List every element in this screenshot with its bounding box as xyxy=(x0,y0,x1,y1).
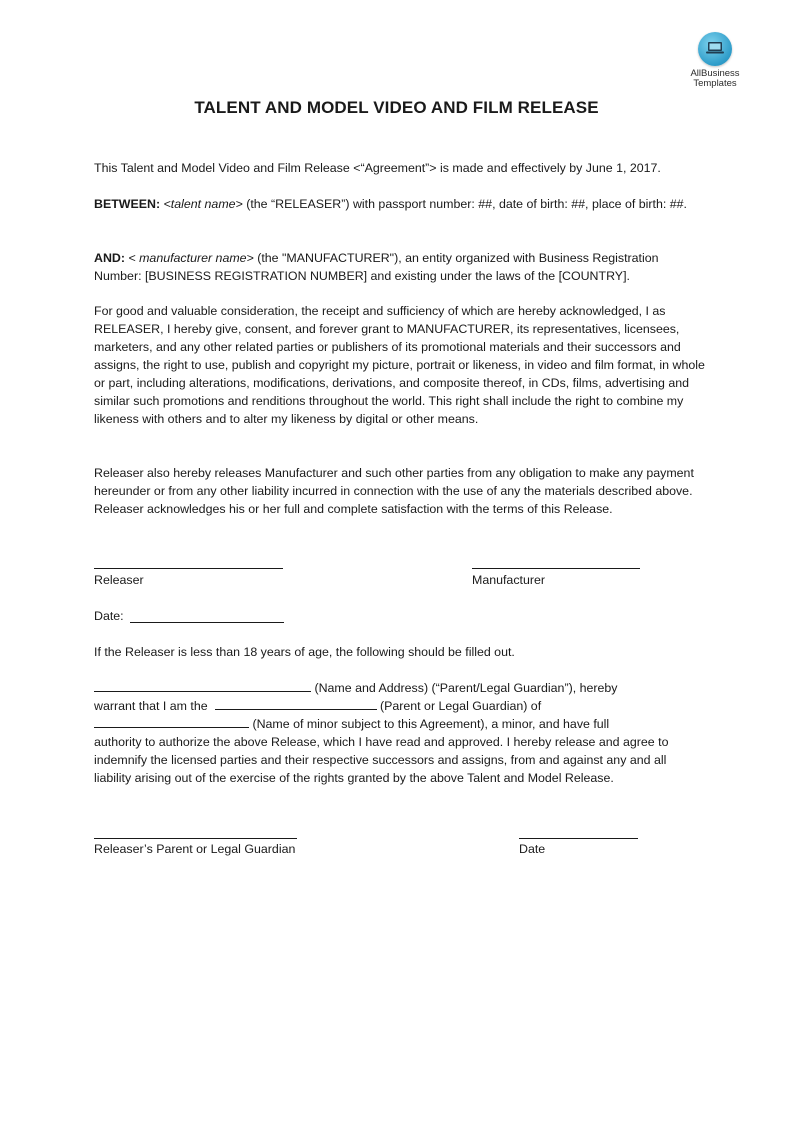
date-line[interactable] xyxy=(130,622,284,623)
between-paragraph: BETWEEN: <talent name> (the “RELEASER”) with passport number: ##, date of birth: ##, place of birth: ##. xyxy=(94,197,687,211)
document-title: TALENT AND MODEL VIDEO AND FILM RELEASE xyxy=(194,98,599,117)
consideration-paragraph: For good and valuable consideration, the receipt and sufficiency of which are hereby acknowledged, I as RELEASER, I hereby give, consent, and forever grant to MANUFACTURER, its representatives, licensees, marketers, and any other related parties or publishers of its promotional materials and their successors and assigns, the right to use, publish and copyright my picture, portrait or likeness, in video and film format, in whole or part, including alterations, modifications, derivations, and composite thereof, in CDs, films, advertising and similar such promotions and renditions throughout the world. This right shall include the right to combine my likeness with others and to alter my likeness by digital or other means. xyxy=(94,304,705,426)
intro-paragraph: This Talent and Model Video and Film Release <“Agreement”> is made and effectively by June 1, 2017. xyxy=(94,161,661,175)
guardian-name-line[interactable] xyxy=(94,679,311,692)
and-paragraph: AND: < manufacturer name> (the "MANUFACTURER"), an entity organized with Business Registration Number: [BUSINESS REGISTRATION NUMBER] and existing under the laws of the [COUNTRY]. xyxy=(94,251,659,283)
guardian-date-line[interactable] xyxy=(519,838,638,839)
guardian-signature-label: Releaser’s Parent or Legal Guardian xyxy=(94,842,296,856)
minor-name-line[interactable] xyxy=(94,715,249,728)
logo-text: AllBusiness Templates xyxy=(690,68,740,89)
guardian-date-label: Date xyxy=(519,842,546,856)
guardian-paragraph: (Name and Address) (“Parent/Legal Guardian”), hereby warrant that I am the (Parent or Legal Guardian) of (Name of minor subject to this Agreement), a minor, and have full authority to authorize the above Release, which I have read and approved. I hereby release and agree to indemnify the licensed parties and their respective successors and assigns, from and against any and all liability arising out of the exercise of the rights granted by the above Talent and Model Release. xyxy=(94,681,669,785)
manufacturer-label: Manufacturer xyxy=(472,573,546,587)
manufacturer-signature-line[interactable] xyxy=(472,568,640,569)
release-paragraph: Releaser also hereby releases Manufacturer and such other parties from any obligation to make any payment hereunder or from any other liability incurred in connection with the use of any the materials described above. Releaser acknowledges his or her full and complete satisfaction with the terms of this Release. xyxy=(94,466,694,516)
date-label: Date: xyxy=(94,609,124,623)
laptop-icon xyxy=(698,32,732,66)
releaser-signature-line[interactable] xyxy=(94,568,283,569)
guardian-relation-line[interactable] xyxy=(215,697,377,710)
allbusiness-logo xyxy=(682,32,748,89)
minor-note: If the Releaser is less than 18 years of age, the following should be filled out. xyxy=(94,645,515,659)
releaser-label: Releaser xyxy=(94,573,144,587)
guardian-signature-line[interactable] xyxy=(94,838,297,839)
